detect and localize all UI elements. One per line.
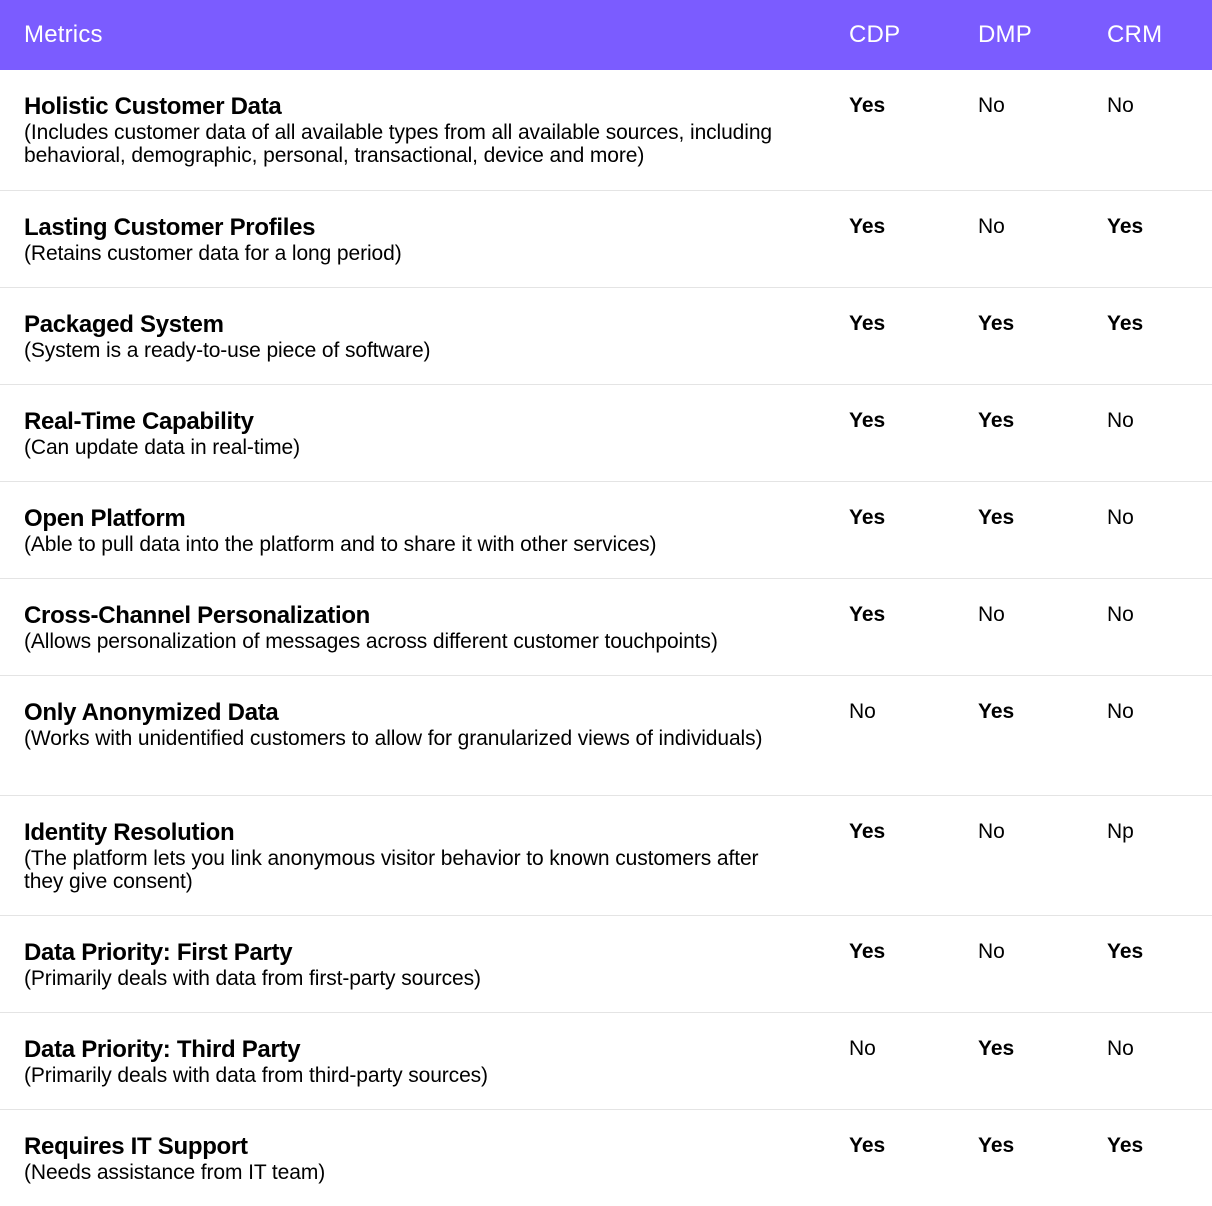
table-row	[0, 191, 1212, 288]
cdp-value: Yes	[849, 820, 886, 843]
dmp-value: No	[978, 94, 1005, 117]
metric-title: Identity Resolution	[24, 819, 235, 846]
crm-value: No	[1107, 1037, 1134, 1060]
table-row	[0, 482, 1212, 579]
cdp-value: Yes	[849, 409, 886, 432]
metric-description: (Works with unidentified customers to allow for granularized views of individuals)	[24, 727, 763, 750]
header-crm: CRM	[1107, 21, 1163, 48]
header-cdp: CDP	[849, 21, 901, 48]
crm-value: No	[1107, 409, 1134, 432]
table-body	[0, 70, 1212, 1206]
metric-description: (Able to pull data into the platform and to share it with other services)	[24, 533, 657, 556]
metric-title: Data Priority: Third Party	[24, 1036, 301, 1063]
metric-description: (Primarily deals with data from first-party sources)	[24, 967, 481, 990]
metric-description: (Needs assistance from IT team)	[24, 1161, 326, 1184]
metric-title: Real-Time Capability	[24, 408, 254, 435]
crm-value: No	[1107, 603, 1134, 626]
dmp-value: Yes	[978, 506, 1015, 529]
metric-title: Cross-Channel Personalization	[24, 602, 371, 629]
table-row	[0, 916, 1212, 1013]
metric-title: Lasting Customer Profiles	[24, 214, 316, 241]
dmp-value: Yes	[978, 312, 1015, 335]
dmp-value: No	[978, 603, 1005, 626]
dmp-value: No	[978, 940, 1005, 963]
dmp-value: Yes	[978, 700, 1015, 723]
crm-value: No	[1107, 506, 1134, 529]
table-row	[0, 1013, 1212, 1110]
dmp-value: Yes	[978, 1134, 1015, 1157]
metric-title: Data Priority: First Party	[24, 939, 293, 966]
metric-title: Packaged System	[24, 311, 224, 338]
table-row	[0, 385, 1212, 482]
dmp-value: No	[978, 820, 1005, 843]
table-row	[0, 676, 1212, 796]
metric-title: Open Platform	[24, 505, 186, 532]
crm-value: No	[1107, 700, 1134, 723]
crm-value: Yes	[1107, 1134, 1144, 1157]
cdp-value: Yes	[849, 94, 886, 117]
crm-value: No	[1107, 94, 1134, 117]
metric-description: (The platform lets you link anonymous visitor behavior to known customers after they give consent)	[24, 847, 759, 893]
cdp-value: No	[849, 1037, 876, 1060]
crm-value: Yes	[1107, 215, 1144, 238]
table-row	[0, 579, 1212, 676]
cdp-value: Yes	[849, 506, 886, 529]
metric-description: (Allows personalization of messages across different customer touchpoints)	[24, 630, 718, 653]
metric-description: (Can update data in real-time)	[24, 436, 300, 459]
table-row	[0, 288, 1212, 385]
metric-description: (System is a ready-to-use piece of software)	[24, 339, 431, 362]
table-header	[0, 0, 1212, 70]
table-row	[0, 1110, 1212, 1206]
cdp-value: Yes	[849, 940, 886, 963]
dmp-value: Yes	[978, 1037, 1015, 1060]
metric-title: Requires IT Support	[24, 1133, 248, 1160]
header-dmp: DMP	[978, 21, 1032, 48]
table-row	[0, 70, 1212, 191]
cdp-value: Yes	[849, 1134, 886, 1157]
dmp-value: No	[978, 215, 1005, 238]
cdp-value: No	[849, 700, 876, 723]
header-metrics: Metrics	[24, 21, 103, 48]
cdp-value: Yes	[849, 312, 886, 335]
cdp-value: Yes	[849, 603, 886, 626]
metric-title: Only Anonymized Data	[24, 699, 279, 726]
crm-value: Yes	[1107, 312, 1144, 335]
metric-description: (Retains customer data for a long period)	[24, 242, 402, 265]
metric-description: (Primarily deals with data from third-party sources)	[24, 1064, 488, 1087]
dmp-value: Yes	[978, 409, 1015, 432]
cdp-value: Yes	[849, 215, 886, 238]
metric-description: (Includes customer data of all available types from all available sources, including behavioral, demographic, personal, transactional, device and more)	[24, 121, 772, 167]
metric-title: Holistic Customer Data	[24, 93, 282, 120]
crm-value: Np	[1107, 820, 1134, 843]
crm-value: Yes	[1107, 940, 1144, 963]
table-row	[0, 796, 1212, 916]
